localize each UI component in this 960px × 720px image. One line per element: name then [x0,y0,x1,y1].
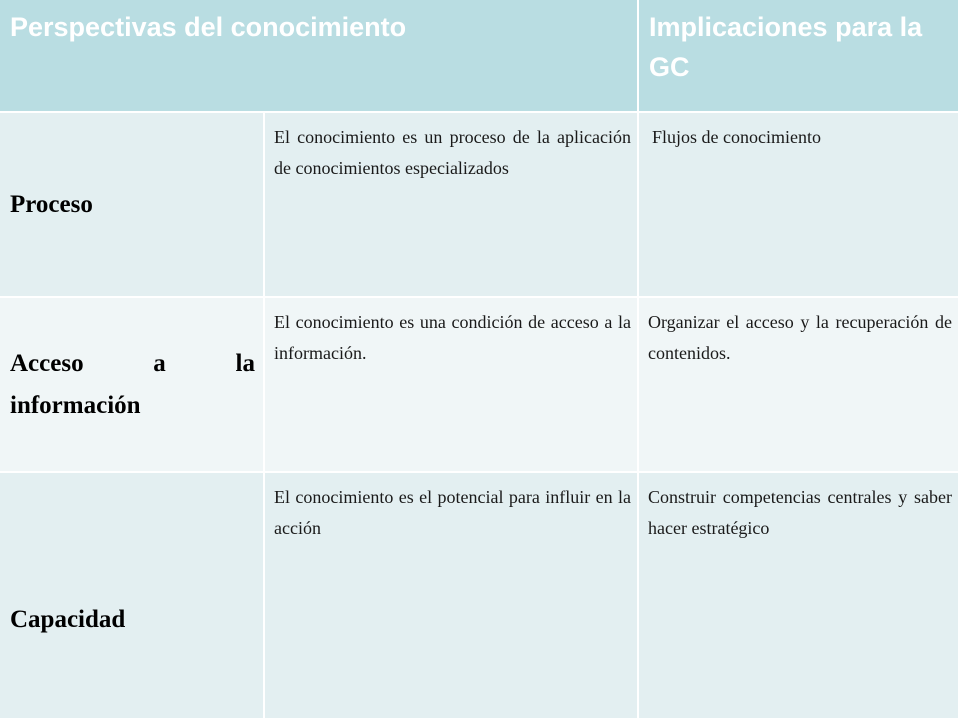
header-perspectives [0,0,639,113]
row-implication-proceso [639,113,960,298]
row-description-proceso [265,113,639,298]
row-label-proceso [0,113,265,298]
row-implication-text: Organizar el acceso y la recuperación de contenidos. [648,312,952,363]
row-label-text: Proceso [10,190,93,218]
header-implications-label: Implicaciones para la GC [649,12,923,82]
row-implication-text: Construir competencias centrales y saber hacer estratégico [648,487,952,538]
row-description-text: El conocimiento es un proceso de la aplicación de conocimientos especializados [274,127,631,178]
row-label-capacidad [0,473,265,720]
row-description-acceso [265,298,639,473]
header-implications [639,0,960,113]
row-label-text: Capacidad [10,605,126,633]
row-implication-acceso [639,298,960,473]
row-implication-capacidad [639,473,960,720]
header-perspectives-label: Perspectivas del conocimiento [10,12,407,42]
row-label-acceso [0,298,265,473]
row-description-text: El conocimiento es el potencial para influir en la acción [274,487,631,538]
row-implication-text: Flujos de conocimiento [652,127,821,147]
row-description-text: El conocimiento es una condición de acceso a la información. [274,312,631,363]
row-description-capacidad [265,473,639,720]
row-label-text: Acceso a la información [10,349,255,419]
